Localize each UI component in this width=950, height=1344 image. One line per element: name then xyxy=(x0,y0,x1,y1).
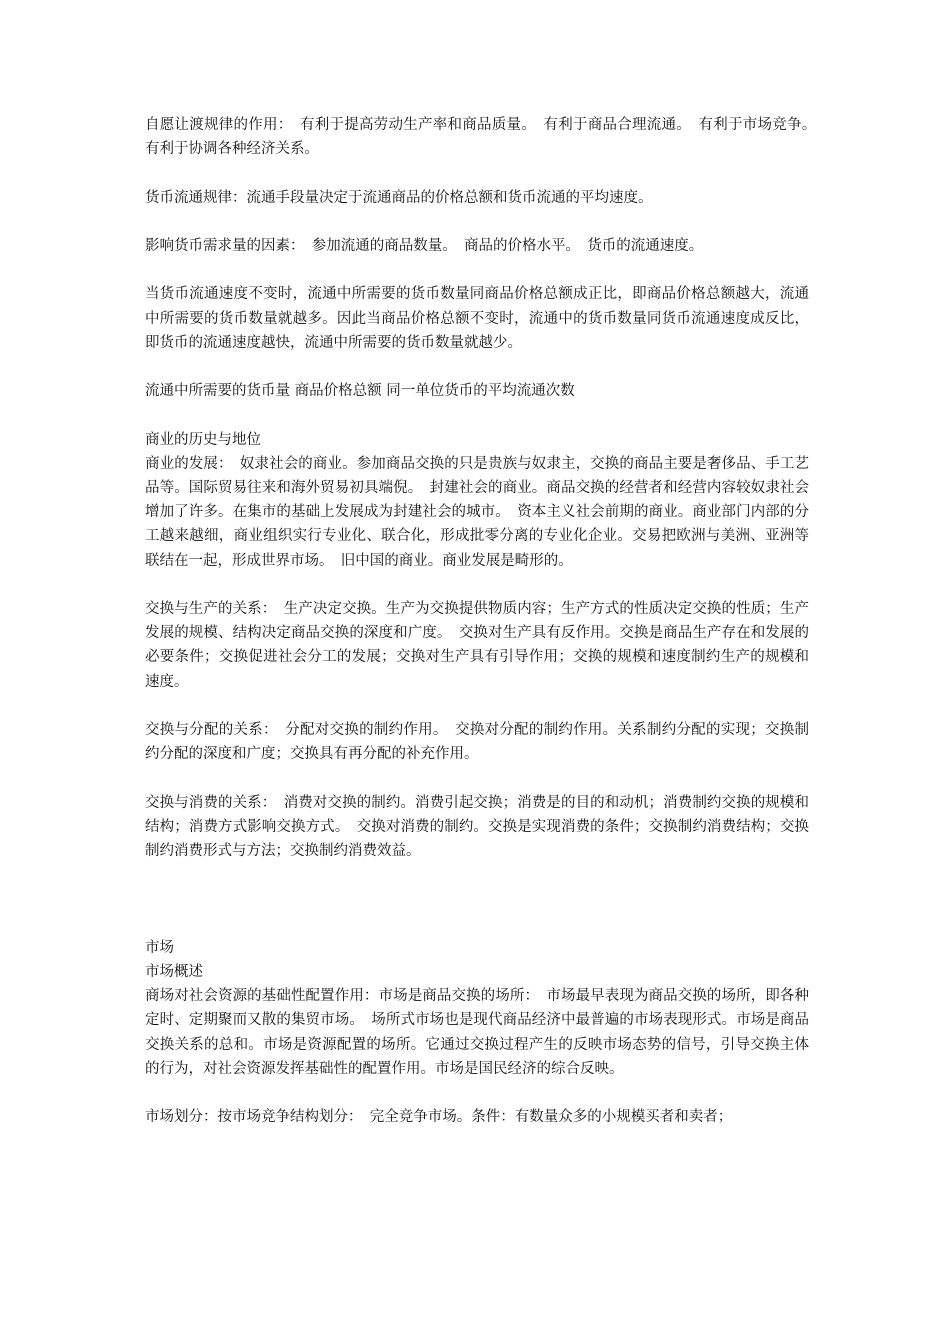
paragraph-exchange-distribution: 交换与分配的关系： 分配对交换的制约作用。 交换对分配的制约作用。关系制约分配的实现；交换制约分配的深度和广度；交换具有再分配的补充作用。 xyxy=(145,721,809,763)
paragraph-market-classification: 市场划分：按市场竞争结构划分： 完全竞争市场。条件：有数量众多的小规模买者和卖者； xyxy=(145,1109,733,1126)
paragraph-spacer xyxy=(145,161,809,185)
paragraph-spacer xyxy=(145,573,809,597)
paragraph-currency-circulation-law: 货币流通规律：流通手段量决定于流通商品的价格总额和货币流通的平均速度。 xyxy=(145,189,653,206)
subsection-heading-market-overview: 市场概述 xyxy=(145,963,203,980)
paragraph-spacer xyxy=(145,210,809,234)
section-spacer xyxy=(145,863,809,936)
paragraph-commerce-development: 商业的发展： 奴隶社会的商业。参加商品交换的只是贵族与奴隶主，交换的商品主要是奢侈品、手工艺品等。国际贸易往来和海外贸易初具端倪。 封建社会的商业。商品交换的经营者和经营内容较奴隶社会增加了许多。在集市的基础上发展成为封建社会的城市。 资本主义社会前期的商业。商业部门内部的分工越来越细，商业组织实行专业化、联合化，形成批零分离的专业化企业。交易把欧洲与美洲、亚洲等联结在一起，形成世界市场。 旧中国的商业。商业发展是畸形的。 xyxy=(145,455,809,569)
section-heading-commerce-history: 商业的历史与地位 xyxy=(145,431,261,448)
paragraph-exchange-production: 交换与生产的关系： 生产决定交换。生产为交换提供物质内容；生产方式的性质决定交换的性质；生产发展的规模、结构决定商品交换的深度和广度。 交换对生产具有反作用。交换是商品生产存在和发展的必要条件；交换促进社会分工的发展；交换对生产具有引导作用；交换的规模和速度制约生产的规模和速度。 xyxy=(145,600,809,690)
paragraph-spacer xyxy=(145,258,809,282)
section-heading-market: 市场 xyxy=(145,939,174,956)
paragraph-money-formula: 流通中所需要的货币量 商品价格总额 同一单位货币的平均流通次数 xyxy=(145,383,575,400)
paragraph-spacer xyxy=(145,403,809,427)
paragraph-spacer xyxy=(145,766,809,790)
paragraph-money-demand-factors: 影响货币需求量的因素： 参加流通的商品数量。 商品的价格水平。 货币的流通速度。 xyxy=(145,237,704,254)
paragraph-exchange-consumption: 交换与消费的关系： 消费对交换的制约。消费引起交换；消费是的目的和动机；消费制约交换的规模和结构；消费方式影响交换方式。 交换对消费的制约。交换是实现消费的条件；交换制约消费结构；交换制约消费形式与方法；交换制约消费效益。 xyxy=(145,794,809,859)
paragraph-market-resource-allocation: 商场对社会资源的基础性配置作用：市场是商品交换的场所： 市场最早表现为商品交换的场所，即各种定时、定期聚而又散的集贸市场。 场所式市场也是现代商品经济中最普遍的市场表现形式。市场是商品交换关系的总和。市场是资源配置的场所。它通过交换过程产生的反映市场态势的信号，引导交换主体的行为，对社会资源发挥基础性的配置作用。市场是国民经济的综合反映。 xyxy=(145,988,809,1077)
document-page xyxy=(145,113,824,1129)
paragraph-voluntary-transfer-law: 自愿让渡规律的作用： 有利于提高劳动生产率和商品质量。 有利于商品合理流通。 有利于市场竞争。 有利于协调各种经济关系。 xyxy=(145,117,824,158)
paragraph-spacer xyxy=(145,355,809,379)
paragraph-spacer xyxy=(145,694,809,718)
paragraph-money-velocity: 当货币流通速度不变时，流通中所需要的货币数量同商品价格总额成正比，即商品价格总额越大，流通中所需要的货币数量就越多。因此当商品价格总额不变时，流通中的货币数量同货币流通速度成反比，即货币的流通速度越快，流通中所需要的货币数量就越少。 xyxy=(145,286,809,351)
paragraph-spacer xyxy=(145,1081,809,1105)
